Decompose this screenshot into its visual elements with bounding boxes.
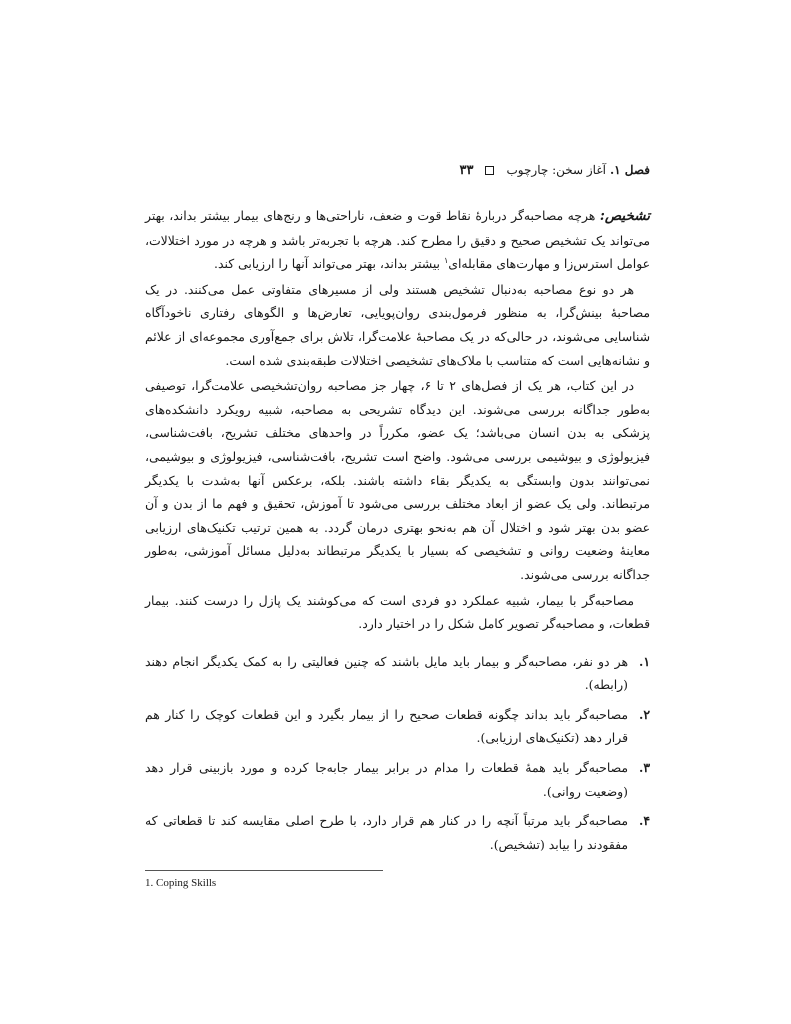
list-item	[145, 650, 650, 697]
list-item	[145, 703, 650, 750]
list-item-number: ۲.	[639, 706, 650, 722]
list-item-text: مصاحبه‌گر باید بداند چگونه قطعات صحیح را از بیمار بگیرد و این قطعات کوچک را کنار هم قرار دهد (تکنیک‌های ارزیابی).	[145, 706, 628, 746]
separator-box-icon	[485, 166, 494, 175]
list-item-number: ۴.	[639, 813, 650, 829]
paragraph: هر دو نوع مصاحبه به‌دنبال تشخیص هستند ولی از مسیرهای متفاوتی عمل می‌کنند. در یک مصاحبهٔ بینش‌گرا، به منظور فرمول‌بندی روان‌پویایی، تعارض‌ها و الگوهای رفتاری ناخودآگاه شناسایی می‌شوند، در حالی‌که در یک مصاحبهٔ علامت‌گرا، تلاش برای جمع‌آوری مجموعه‌ای از علائم و نشانه‌هایی است که متناسب با ملاک‌های تشخیصی اختلالات طبقه‌بندی شده است.	[145, 281, 650, 368]
book-page	[145, 158, 650, 918]
body-text	[145, 204, 650, 862]
list-item-number: ۱.	[639, 653, 650, 669]
running-head	[145, 158, 650, 182]
list-item	[145, 756, 650, 803]
paragraph-text-continued: بیشتر بداند، بهتر می‌تواند آنها را ارزیابی کند.	[214, 256, 444, 272]
list-item	[145, 809, 650, 856]
paragraph: مصاحبه‌گر با بیمار، شبیه عملکرد دو فردی است که می‌کوشند یک پازل را درست کنند. بیمار قطعات، و مصاحبه‌گر تصویر کامل شکل را در اختیار دارد.	[145, 592, 650, 632]
paragraph-text: هرچه مصاحبه‌گر دربارهٔ نقاط قوت و ضعف، ناراحتی‌ها و رنج‌های بیمار بیشتر بداند، بهتر می‌تواند یک تشخیص صحیح و دقیق را مطرح کند. هرچه با تجربه‌تر باشد و هرچه در مورد اختلالات، عوامل استرس‌زا و مهارت‌های مقابله‌ای	[145, 208, 650, 272]
lead-term: تشخیص:	[599, 208, 650, 224]
footnote: 1. Coping Skills	[145, 877, 217, 889]
list-item-text: مصاحبه‌گر باید همهٔ قطعات را مدام در برابر بیمار جابه‌جا کرده و مورد بازبینی قرار دهد (وضعیت روانی).	[145, 760, 628, 799]
list-item-text: مصاحبه‌گر باید مرتباً آنچه را در کنار هم قرار دارد، با طرح اصلی مقایسه کند تا قطعاتی که مفقودند را بیابد (تشخیص).	[145, 813, 628, 852]
page-number: ۳۳	[459, 162, 474, 178]
footnote-divider	[145, 870, 383, 871]
list-item-number: ۳.	[639, 760, 650, 776]
footnote-reference: ۱	[443, 256, 449, 266]
numbered-list	[145, 650, 650, 857]
chapter-label: فصل ۱.	[609, 163, 650, 177]
paragraph-diagnosis	[145, 204, 650, 276]
paragraph: در این کتاب، هر یک از فصل‌های ۲ تا ۶، چهار جز مصاحبه روان‌تشخیصی علامت‌گرا، توصیفی به‌طور جداگانه بررسی می‌شوند. این دیدگاه تشریحی به مصاحبه، شبیه رویکرد دانشکده‌های پزشکی به بدن انسان می‌باشد؛ یک عضو، مکرراً در واحدهای مختلف تشریح، بافت‌شناسی، فیزیولوژی و بیوشیمی بررسی می‌شود. واضح است تشریح، بافت‌شناسی، فیزیولوژی و بیوشیمی، نمی‌توانند بدون وابستگی به یکدیگر بقاء داشته باشند. بلکه، برعکس آنها به‌شدت با یکدیگر مرتبطاند. ولی یک عضو از ابعاد مختلف بررسی می‌شود تا آموزش، تحقیق و فهم ما از بدن و آن عضو بدن بهتر شود و اختلال آن هم به‌نحو بهتری درمان گردد. به همین ترتیب تکنیک‌های ارزیابی معاینهٔ وضعیت روانی و تشخیصی که بسیار با یکدیگر مرتبطاند به‌دلیل مسائل آموزشی، به‌طور جداگانه بررسی می‌شوند.	[145, 378, 650, 582]
chapter-title: آغاز سخن: چارچوب	[506, 163, 606, 177]
list-item-text: هر دو نفر، مصاحبه‌گر و بیمار باید مایل باشند که چنین فعالیتی را به کمک یکدیگر انجام دهند (رابطه).	[145, 653, 628, 693]
